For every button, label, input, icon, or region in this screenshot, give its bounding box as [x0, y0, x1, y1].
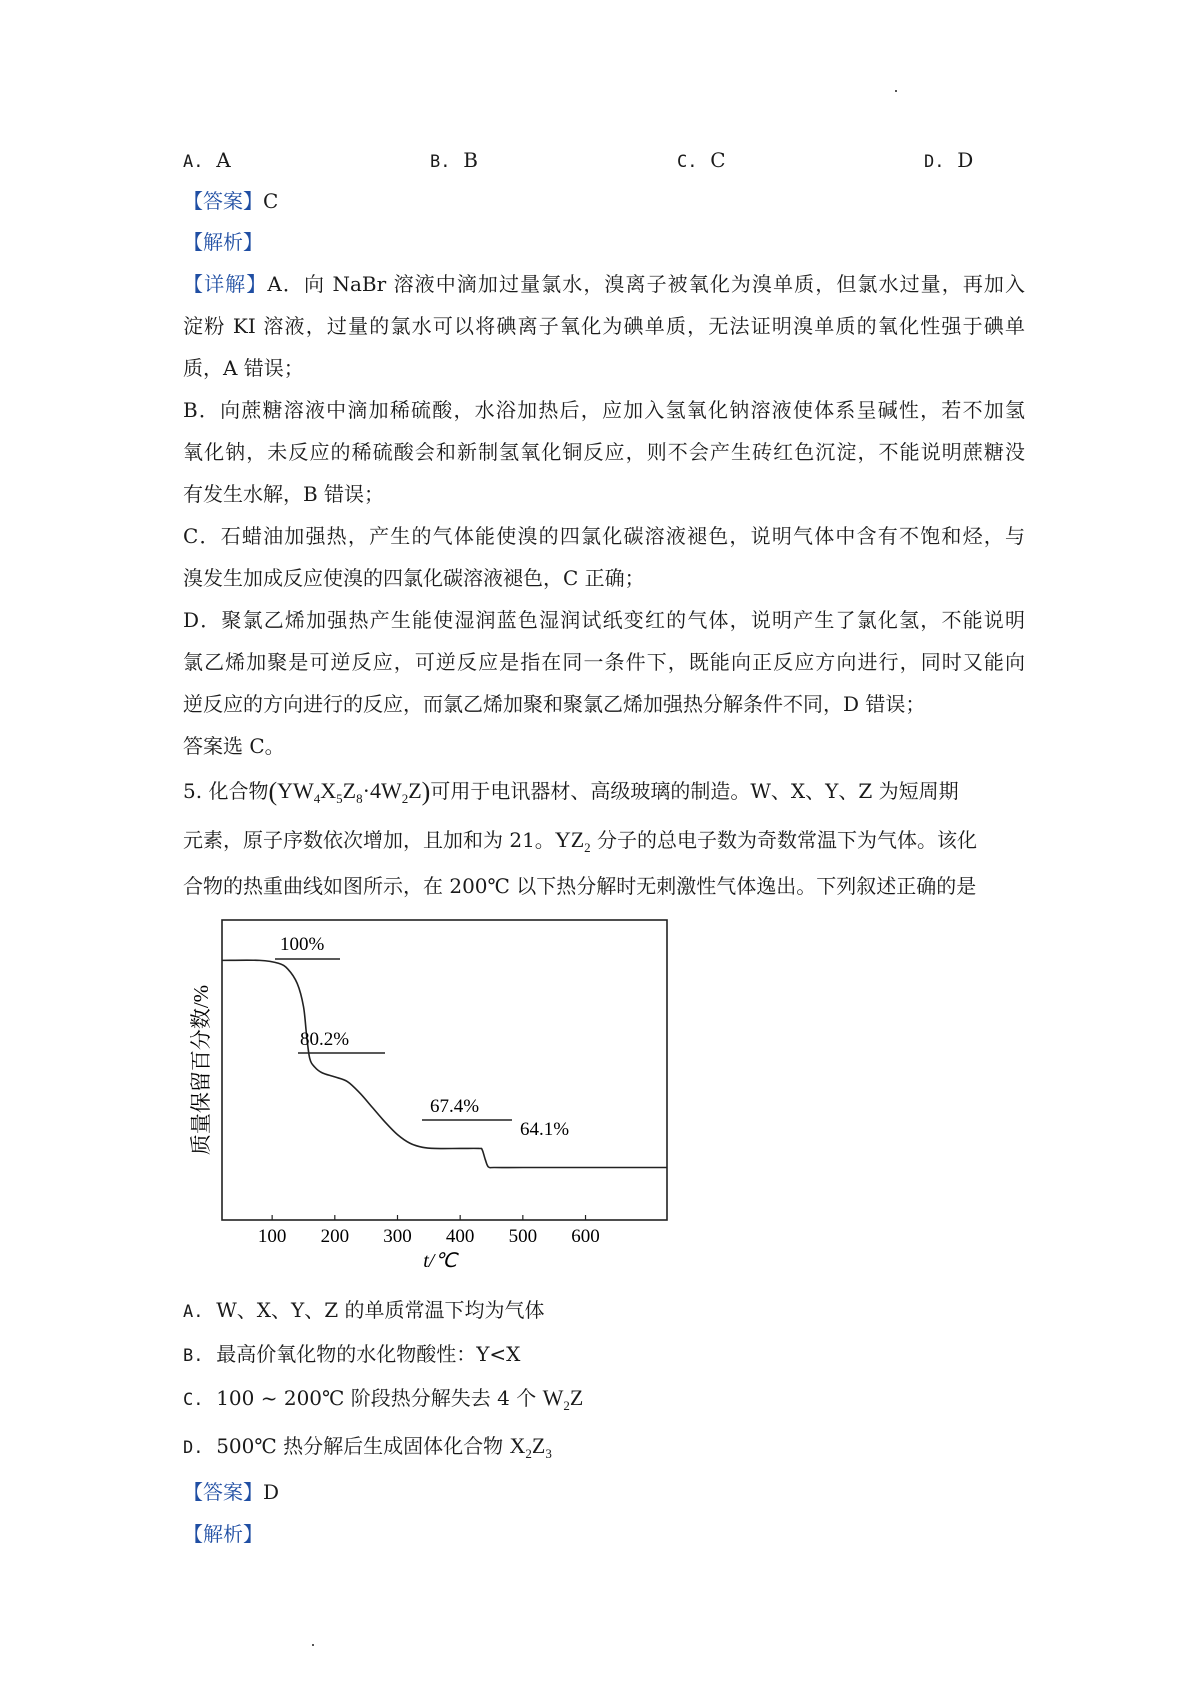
answer-value: D — [263, 1480, 280, 1504]
option-value: A — [216, 148, 231, 172]
scan-speck — [895, 90, 897, 92]
plot-frame — [222, 920, 667, 1220]
thermogravimetric-chart — [180, 905, 700, 1285]
q4-explanation-line-8: 溴发生加成反应使溴的四氯化碳溶液褪色，C 正确； — [183, 566, 645, 590]
q5-analysis-tag: 【解析】 — [183, 1522, 263, 1546]
q4-option-b — [430, 146, 478, 176]
option-text: 500℃ 热分解后生成固体化合物 — [216, 1434, 510, 1458]
q4-analysis-tag: 【解析】 — [183, 230, 263, 254]
q4-option-d — [924, 146, 973, 176]
q4-explanation-line-9: D．聚氯乙烯加强热产生能使湿润蓝色湿润试纸变红的气体，说明产生了氯化氢，不能说明 — [183, 608, 1025, 632]
x-tick-label: 600 — [571, 1226, 600, 1247]
q4-explanation-line-2: 淀粉 KI 溶液，过量的氯水可以将碘离子氧化为碘单质，无法证明溴单质的氧化性强于碘单 — [183, 314, 1025, 338]
annotations — [275, 934, 569, 1140]
x-tick-label: 500 — [508, 1226, 538, 1247]
answer-tag: 【答案】 — [183, 189, 263, 213]
question-number: 5. — [183, 779, 203, 803]
annotation-label: 67.4% — [430, 1096, 480, 1117]
annotation-label: 80.2% — [300, 1029, 350, 1050]
option-letter: C. — [677, 152, 698, 172]
annotation-label: 64.1% — [520, 1119, 570, 1140]
mass-retention-curve — [222, 960, 667, 1168]
q5-option-b — [183, 1340, 520, 1370]
compound-formula: $(YW_4X_5Z_8\cdot 4W_2Z)$ — [268, 777, 431, 806]
answer-value: C — [263, 189, 279, 213]
q4-explanation-line-6: 有发生水解，B 错误； — [183, 482, 385, 506]
x-tick-label: 200 — [320, 1226, 350, 1247]
x-axis-label: t/℃ — [423, 1250, 457, 1272]
scan-speck — [312, 1644, 314, 1646]
q4-explanation-line-3: 质，A 错误； — [183, 356, 304, 380]
option-letter: D. — [183, 1438, 204, 1458]
q5-option-c: C. 100 ~ 200℃ 阶段热分解失去 4 个 $W_2Z$ — [183, 1385, 584, 1413]
option-value: C — [710, 148, 726, 172]
option-letter: A. — [183, 1302, 204, 1322]
option-letter: B. — [183, 1346, 204, 1366]
q4-option-c — [677, 146, 726, 176]
q4-explanation-line-7: C．石蜡油加强热，产生的气体能使溴的四氯化碳溶液褪色，说明气体中含有不饱和烃，与 — [183, 524, 1025, 548]
x-tick-label: 300 — [383, 1226, 412, 1247]
q4-option-a — [183, 146, 231, 176]
option-letter: A. — [183, 152, 204, 172]
q4-explanation-line-12: 答案选 C。 — [183, 734, 285, 758]
q4-explanation-line-1: 【详解】A．向 NaBr 溶液中滴加过量氯水，溴离子被氧化为溴单质，但氯水过量，再加入 — [183, 272, 1026, 296]
x-tick-labels — [258, 1226, 600, 1247]
option-text: W、X、Y、Z 的单质常温下均为气体 — [216, 1298, 545, 1322]
q4-explanation-line-4: B．向蔗糖溶液中滴加稀硫酸，水浴加热后，应加入氢氧化钠溶液使体系呈碱性，若不加氢 — [183, 398, 1025, 422]
option-text: 100 ~ 200℃ 阶段热分解失去 4 个 — [216, 1386, 543, 1410]
yz2-formula: $YZ_2$ — [554, 827, 591, 855]
option-letter: C. — [183, 1390, 204, 1410]
option-letter: D. — [924, 152, 945, 172]
q5-stem-line-1: 5. 化合物$(YW_4X_5Z_8\cdot 4W_2Z)$可用于电讯器材、高级玻璃的制造。W、X、Y、Z 为短周期 — [183, 777, 959, 806]
q5-answer — [183, 1478, 279, 1506]
x-tick-label: 100 — [257, 1226, 287, 1247]
option-value: B — [463, 148, 478, 172]
q5-option-d: D. 500℃ 热分解后生成固体化合物 $X_2Z_3$ — [183, 1433, 552, 1461]
option-text: 最高价氧化物的水化物酸性：Y<X — [216, 1342, 521, 1366]
q5-option-a — [183, 1296, 544, 1326]
q4-explanation-line-11: 逆反应的方向进行的反应，而氯乙烯加聚和聚氯乙烯加强热分解条件不同，D 错误； — [183, 692, 926, 716]
annotation-label: 100% — [280, 934, 325, 955]
x-tick-label: 400 — [445, 1226, 475, 1247]
answer-tag: 【答案】 — [183, 1480, 263, 1504]
y-axis-label: 质量保留百分数/% — [189, 984, 213, 1156]
q5-stem-line-2: 元素，原子序数依次增加，且加和为 21。$YZ_2$ 分子的总电子数为奇数常温下为气体。该化 — [183, 827, 977, 855]
q4-explanation-line-10: 氯乙烯加聚是可逆反应，可逆反应是指在同一条件下，既能向正反应方向进行，同时又能向 — [183, 650, 1025, 674]
explanation-tag: 【详解】 — [183, 272, 268, 296]
option-value: D — [957, 148, 974, 172]
q4-answer — [183, 187, 278, 215]
q4-explanation-line-5: 氧化钠，未反应的稀硫酸会和新制氢氧化铜反应，则不会产生砖红色沉淀，不能说明蔗糖没 — [183, 440, 1025, 464]
q5-stem-line-3: 合物的热重曲线如图所示，在 200℃ 以下热分解时无刺激性气体逸出。下列叙述正确的是 — [183, 874, 977, 898]
option-letter: B. — [430, 152, 451, 172]
